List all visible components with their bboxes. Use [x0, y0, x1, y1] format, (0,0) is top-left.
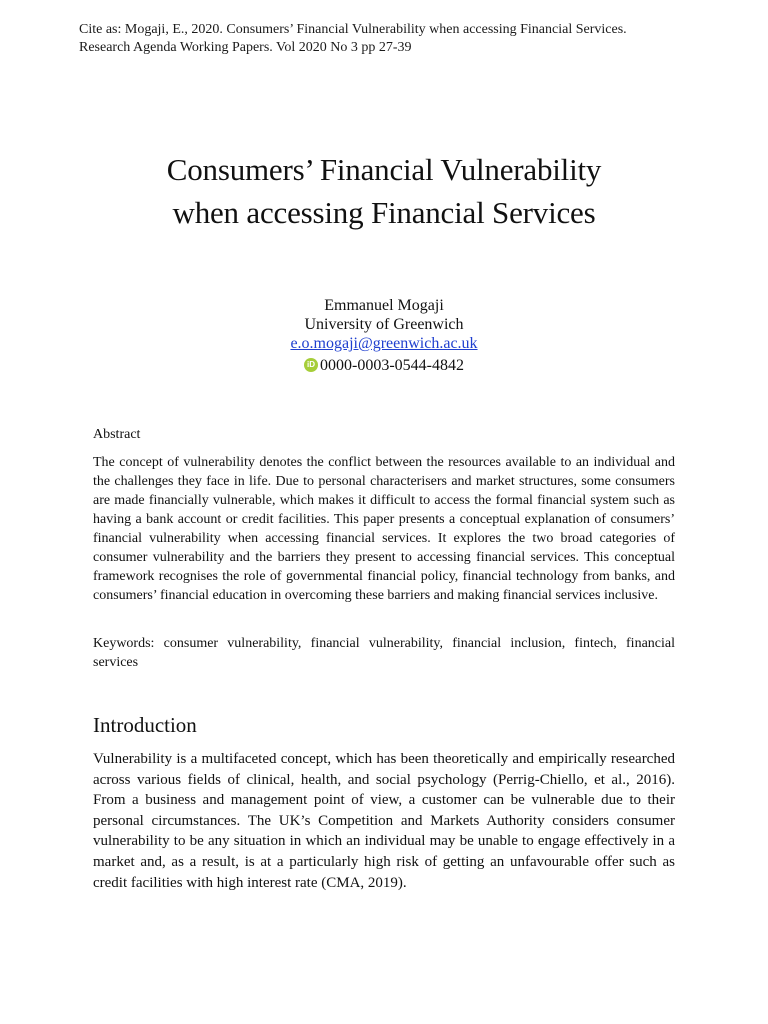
paper-title — [60, 148, 708, 234]
author-name: Emmanuel Mogaji — [324, 297, 444, 314]
orcid-id: 0000-0003-0544-4842 — [320, 356, 464, 374]
introduction-heading: Introduction — [93, 713, 197, 737]
citation-note: Cite as: Mogaji, E., 2020. Consumers’ Financial Vulnerability when accessing Financial Services. Research Agenda Working Papers. Vol 2020 No 3 pp 27-39 — [79, 22, 627, 55]
author-affiliation: University of Greenwich — [304, 316, 464, 333]
abstract-heading: Abstract — [93, 427, 141, 442]
keywords-text: consumer vulnerability, financial vulnerability, financial inclusion, fintech, financial services — [93, 636, 675, 670]
keywords — [93, 634, 675, 672]
paper-title-line-2: when accessing Financial Services — [172, 195, 596, 230]
introduction-body: Vulnerability is a multifaceted concept, which has been theoretically and empirically researched across various fields of clinical, health, and social psychology (Perrig-Chiello, et al., 2016). From a business and management point of view, a customer can be vulnerable due to their personal circumstances. The UK’s Competition and Markets Authority considers consumer vulnerability to be any situation in which an individual may be unable to engage effectively in a market and, as a result, is at a particularly high risk of getting an unfavourable offer such as credit facilities with high interest rate (CMA, 2019). — [93, 751, 675, 891]
orcid-icon[interactable]: iD — [304, 358, 318, 372]
orcid-line — [304, 356, 464, 375]
author-block — [0, 296, 768, 375]
abstract-body: The concept of vulnerability denotes the conflict between the resources available to an individual and the challenges they face in life. Due to personal characterisers and market structures, some consumers are made financially vulnerable, which makes it difficult to access the formal financial system such as having a bank account or credit facilities. This paper presents a conceptual explanation of consumers’ financial vulnerability when accessing financial services. It explores the two broad categories of consumer vulnerability and the barriers they present to accessing financial services. This conceptual framework recognises the role of governmental financial policy, financial technology from banks, and consumers’ financial education in overcoming these barriers and making financial services inclusive. — [93, 455, 675, 603]
author-email-link[interactable]: e.o.mogaji@greenwich.ac.uk — [290, 335, 478, 352]
paper-title-line-1: Consumers’ Financial Vulnerability — [166, 152, 602, 187]
keywords-label: Keywords: — [93, 636, 155, 651]
